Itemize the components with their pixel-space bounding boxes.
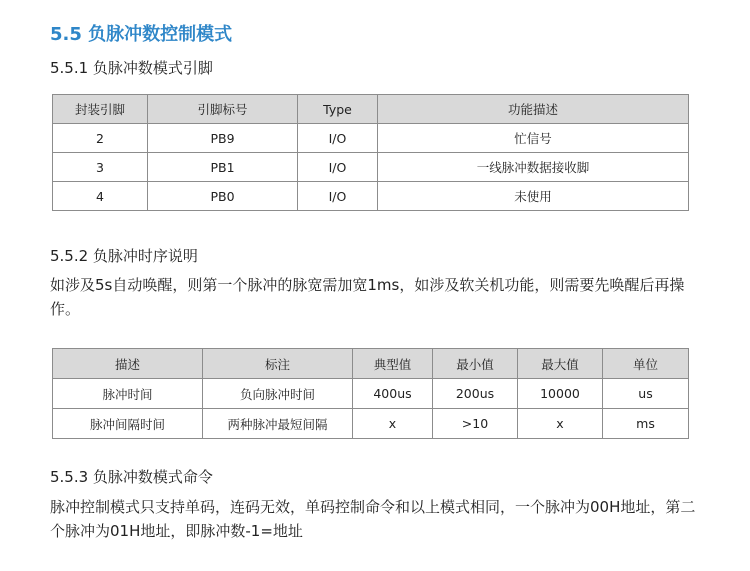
command-heading: 5.5.3 负脉冲数模式命令	[50, 468, 213, 486]
table-cell: x	[353, 409, 433, 439]
header-cell: 单位	[603, 349, 689, 379]
timing-table	[52, 348, 689, 439]
table-cell: I/O	[298, 153, 378, 182]
table-cell: 400us	[353, 379, 433, 409]
table-cell: ms	[603, 409, 689, 439]
pins-table	[52, 94, 689, 211]
table-row	[53, 409, 689, 439]
table-cell: 10000	[518, 379, 603, 409]
table-row	[53, 182, 689, 211]
table-cell: us	[603, 379, 689, 409]
table-cell: PB9	[148, 124, 298, 153]
table-cell: 3	[53, 153, 148, 182]
table-cell: 200us	[433, 379, 518, 409]
table-header-row	[53, 95, 689, 124]
command-paragraph: 脉冲控制模式只支持单码，连码无效，单码控制命令和以上模式相同，一个脉冲为00H地址，第二个脉冲为01H地址，即脉冲数-1=地址	[50, 498, 696, 540]
table-cell: 一线脉冲数据接收脚	[378, 153, 689, 182]
table-cell: PB0	[148, 182, 298, 211]
header-cell: 引脚标号	[148, 95, 298, 124]
table-row	[53, 153, 689, 182]
table-cell: 未使用	[378, 182, 689, 211]
table-row	[53, 379, 689, 409]
section-title: 5.5 负脉冲数控制模式	[50, 24, 233, 45]
table-cell: I/O	[298, 182, 378, 211]
header-cell: 标注	[203, 349, 353, 379]
table-header-row	[53, 349, 689, 379]
table-cell: 2	[53, 124, 148, 153]
table-cell: >10	[433, 409, 518, 439]
table-cell: 负向脉冲时间	[203, 379, 353, 409]
table-cell: 脉冲时间	[53, 379, 203, 409]
header-cell: 封装引脚	[53, 95, 148, 124]
table-cell: 脉冲间隔时间	[53, 409, 203, 439]
header-cell: 功能描述	[378, 95, 689, 124]
table-cell: PB1	[148, 153, 298, 182]
header-cell: 最大值	[518, 349, 603, 379]
header-cell: 典型值	[353, 349, 433, 379]
table-cell: 4	[53, 182, 148, 211]
header-cell: 描述	[53, 349, 203, 379]
table-cell: 两种脉冲最短间隔	[203, 409, 353, 439]
header-cell: 最小值	[433, 349, 518, 379]
table-cell: 忙信号	[378, 124, 689, 153]
table-cell: x	[518, 409, 603, 439]
timing-paragraph: 如涉及5s自动唤醒，则第一个脉冲的脉宽需加宽1ms，如涉及软关机功能，则需要先唤醒后再操作。	[50, 276, 685, 318]
header-cell: Type	[298, 95, 378, 124]
table-cell: I/O	[298, 124, 378, 153]
timing-heading: 5.5.2 负脉冲时序说明	[50, 247, 198, 265]
table-row	[53, 124, 689, 153]
pins-heading: 5.5.1 负脉冲数模式引脚	[50, 59, 213, 77]
